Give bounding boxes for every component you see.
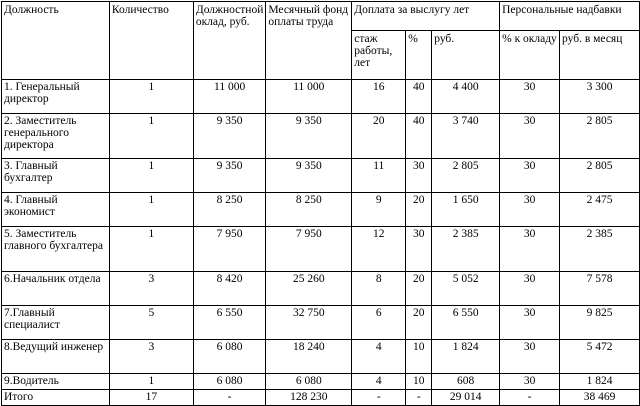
cell-salary: 8 420 xyxy=(193,272,266,306)
cell-count: 1 xyxy=(109,193,193,227)
total-bonus-rub: 38 469 xyxy=(560,390,640,406)
cell-rub: 2 805 xyxy=(432,159,500,193)
cell-position: 9.Водитель xyxy=(2,374,110,390)
cell-position: 3. Главный бухгалтер xyxy=(2,159,110,193)
cell-bonus-rub: 2 475 xyxy=(560,193,640,227)
cell-count: 3 xyxy=(109,340,193,374)
cell-bonus-pct: 30 xyxy=(500,193,560,227)
table-row xyxy=(2,159,640,193)
total-bonus-pct: - xyxy=(500,390,560,406)
cell-bonus-pct: 30 xyxy=(500,114,560,159)
cell-count: 3 xyxy=(109,272,193,306)
cell-rub: 6 550 xyxy=(432,306,500,340)
cell-bonus-pct: 30 xyxy=(500,227,560,272)
cell-years: 20 xyxy=(352,114,406,159)
salary-table xyxy=(1,1,640,406)
cell-salary: 6 550 xyxy=(193,306,266,340)
cell-rub: 1 650 xyxy=(432,193,500,227)
cell-bonus-pct: 30 xyxy=(500,306,560,340)
cell-position: 2. Заместитель генерального директора xyxy=(2,114,110,159)
total-label: Итого xyxy=(2,390,110,406)
table-row xyxy=(2,80,640,114)
cell-rub: 608 xyxy=(432,374,500,390)
cell-position: 5. Заместитель главного бухгалтера xyxy=(2,227,110,272)
salary-table-container xyxy=(1,1,640,406)
header-position: Должность xyxy=(2,2,110,80)
cell-bonus-rub: 2 385 xyxy=(560,227,640,272)
cell-bonus-pct: 30 xyxy=(500,80,560,114)
cell-pct: 30 xyxy=(406,159,432,193)
total-count: 17 xyxy=(109,390,193,406)
cell-position: 7.Главный специалист xyxy=(2,306,110,340)
cell-bonus-rub: 3 300 xyxy=(560,80,640,114)
cell-count: 1 xyxy=(109,114,193,159)
header-seniority-years: стаж работы, лет xyxy=(352,31,406,80)
cell-bonus-pct: 30 xyxy=(500,374,560,390)
table-row xyxy=(2,306,640,340)
cell-salary: 11 000 xyxy=(193,80,266,114)
cell-pct: 20 xyxy=(406,193,432,227)
header-personal-group: Персональные надбавки xyxy=(500,2,640,31)
cell-pct: 10 xyxy=(406,374,432,390)
total-salary: - xyxy=(193,390,266,406)
cell-count: 1 xyxy=(109,159,193,193)
cell-rub: 4 400 xyxy=(432,80,500,114)
cell-position: 6.Начальник отдела xyxy=(2,272,110,306)
total-row xyxy=(2,390,640,406)
cell-pct: 40 xyxy=(406,114,432,159)
cell-fund: 11 000 xyxy=(266,80,352,114)
cell-pct: 30 xyxy=(406,227,432,272)
header-personal-percent: % к окладу xyxy=(500,31,560,80)
cell-bonus-rub: 5 472 xyxy=(560,340,640,374)
cell-pct: 40 xyxy=(406,80,432,114)
cell-pct: 20 xyxy=(406,272,432,306)
cell-bonus-rub: 9 825 xyxy=(560,306,640,340)
cell-pct: 20 xyxy=(406,306,432,340)
cell-bonus-rub: 2 805 xyxy=(560,159,640,193)
header-seniority-group: Доплата за выслугу лет xyxy=(352,2,500,31)
cell-rub: 1 824 xyxy=(432,340,500,374)
cell-fund: 25 260 xyxy=(266,272,352,306)
cell-fund: 9 350 xyxy=(266,159,352,193)
cell-position: 8.Ведущий инженер xyxy=(2,340,110,374)
table-row xyxy=(2,272,640,306)
cell-bonus-rub: 2 805 xyxy=(560,114,640,159)
cell-bonus-pct: 30 xyxy=(500,159,560,193)
total-years: - xyxy=(352,390,406,406)
cell-bonus-rub: 7 578 xyxy=(560,272,640,306)
cell-fund: 9 350 xyxy=(266,114,352,159)
cell-count: 1 xyxy=(109,227,193,272)
cell-years: 6 xyxy=(352,306,406,340)
cell-years: 8 xyxy=(352,272,406,306)
header-salary: Должностной оклад, руб. xyxy=(193,2,266,80)
total-pct: - xyxy=(406,390,432,406)
header-seniority-percent: % xyxy=(406,31,432,80)
cell-salary: 6 080 xyxy=(193,340,266,374)
cell-rub: 5 052 xyxy=(432,272,500,306)
cell-fund: 6 080 xyxy=(266,374,352,390)
cell-salary: 9 350 xyxy=(193,159,266,193)
total-rub: 29 014 xyxy=(432,390,500,406)
header-seniority-rub: руб. xyxy=(432,31,500,80)
cell-years: 11 xyxy=(352,159,406,193)
table-row xyxy=(2,114,640,159)
cell-years: 4 xyxy=(352,340,406,374)
header-count: Количество xyxy=(109,2,193,80)
cell-count: 1 xyxy=(109,374,193,390)
cell-rub: 2 385 xyxy=(432,227,500,272)
cell-count: 1 xyxy=(109,80,193,114)
cell-fund: 32 750 xyxy=(266,306,352,340)
table-row xyxy=(2,227,640,272)
table-row xyxy=(2,193,640,227)
cell-position: 4. Главный экономист xyxy=(2,193,110,227)
cell-years: 4 xyxy=(352,374,406,390)
cell-years: 16 xyxy=(352,80,406,114)
cell-position: 1. Генеральный директор xyxy=(2,80,110,114)
header-monthly-fund: Месячный фонд оплаты труда xyxy=(266,2,352,80)
cell-salary: 8 250 xyxy=(193,193,266,227)
cell-bonus-rub: 1 824 xyxy=(560,374,640,390)
cell-years: 12 xyxy=(352,227,406,272)
table-row xyxy=(2,340,640,374)
table-row xyxy=(2,374,640,390)
cell-rub: 3 740 xyxy=(432,114,500,159)
cell-pct: 10 xyxy=(406,340,432,374)
cell-salary: 7 950 xyxy=(193,227,266,272)
total-fund: 128 230 xyxy=(266,390,352,406)
cell-fund: 18 240 xyxy=(266,340,352,374)
cell-years: 9 xyxy=(352,193,406,227)
cell-salary: 9 350 xyxy=(193,114,266,159)
cell-bonus-pct: 30 xyxy=(500,272,560,306)
cell-salary: 6 080 xyxy=(193,374,266,390)
cell-count: 5 xyxy=(109,306,193,340)
cell-bonus-pct: 30 xyxy=(500,340,560,374)
cell-fund: 8 250 xyxy=(266,193,352,227)
cell-fund: 7 950 xyxy=(266,227,352,272)
header-personal-rub: руб. в месяц xyxy=(560,31,640,80)
header-row-top xyxy=(2,2,640,31)
